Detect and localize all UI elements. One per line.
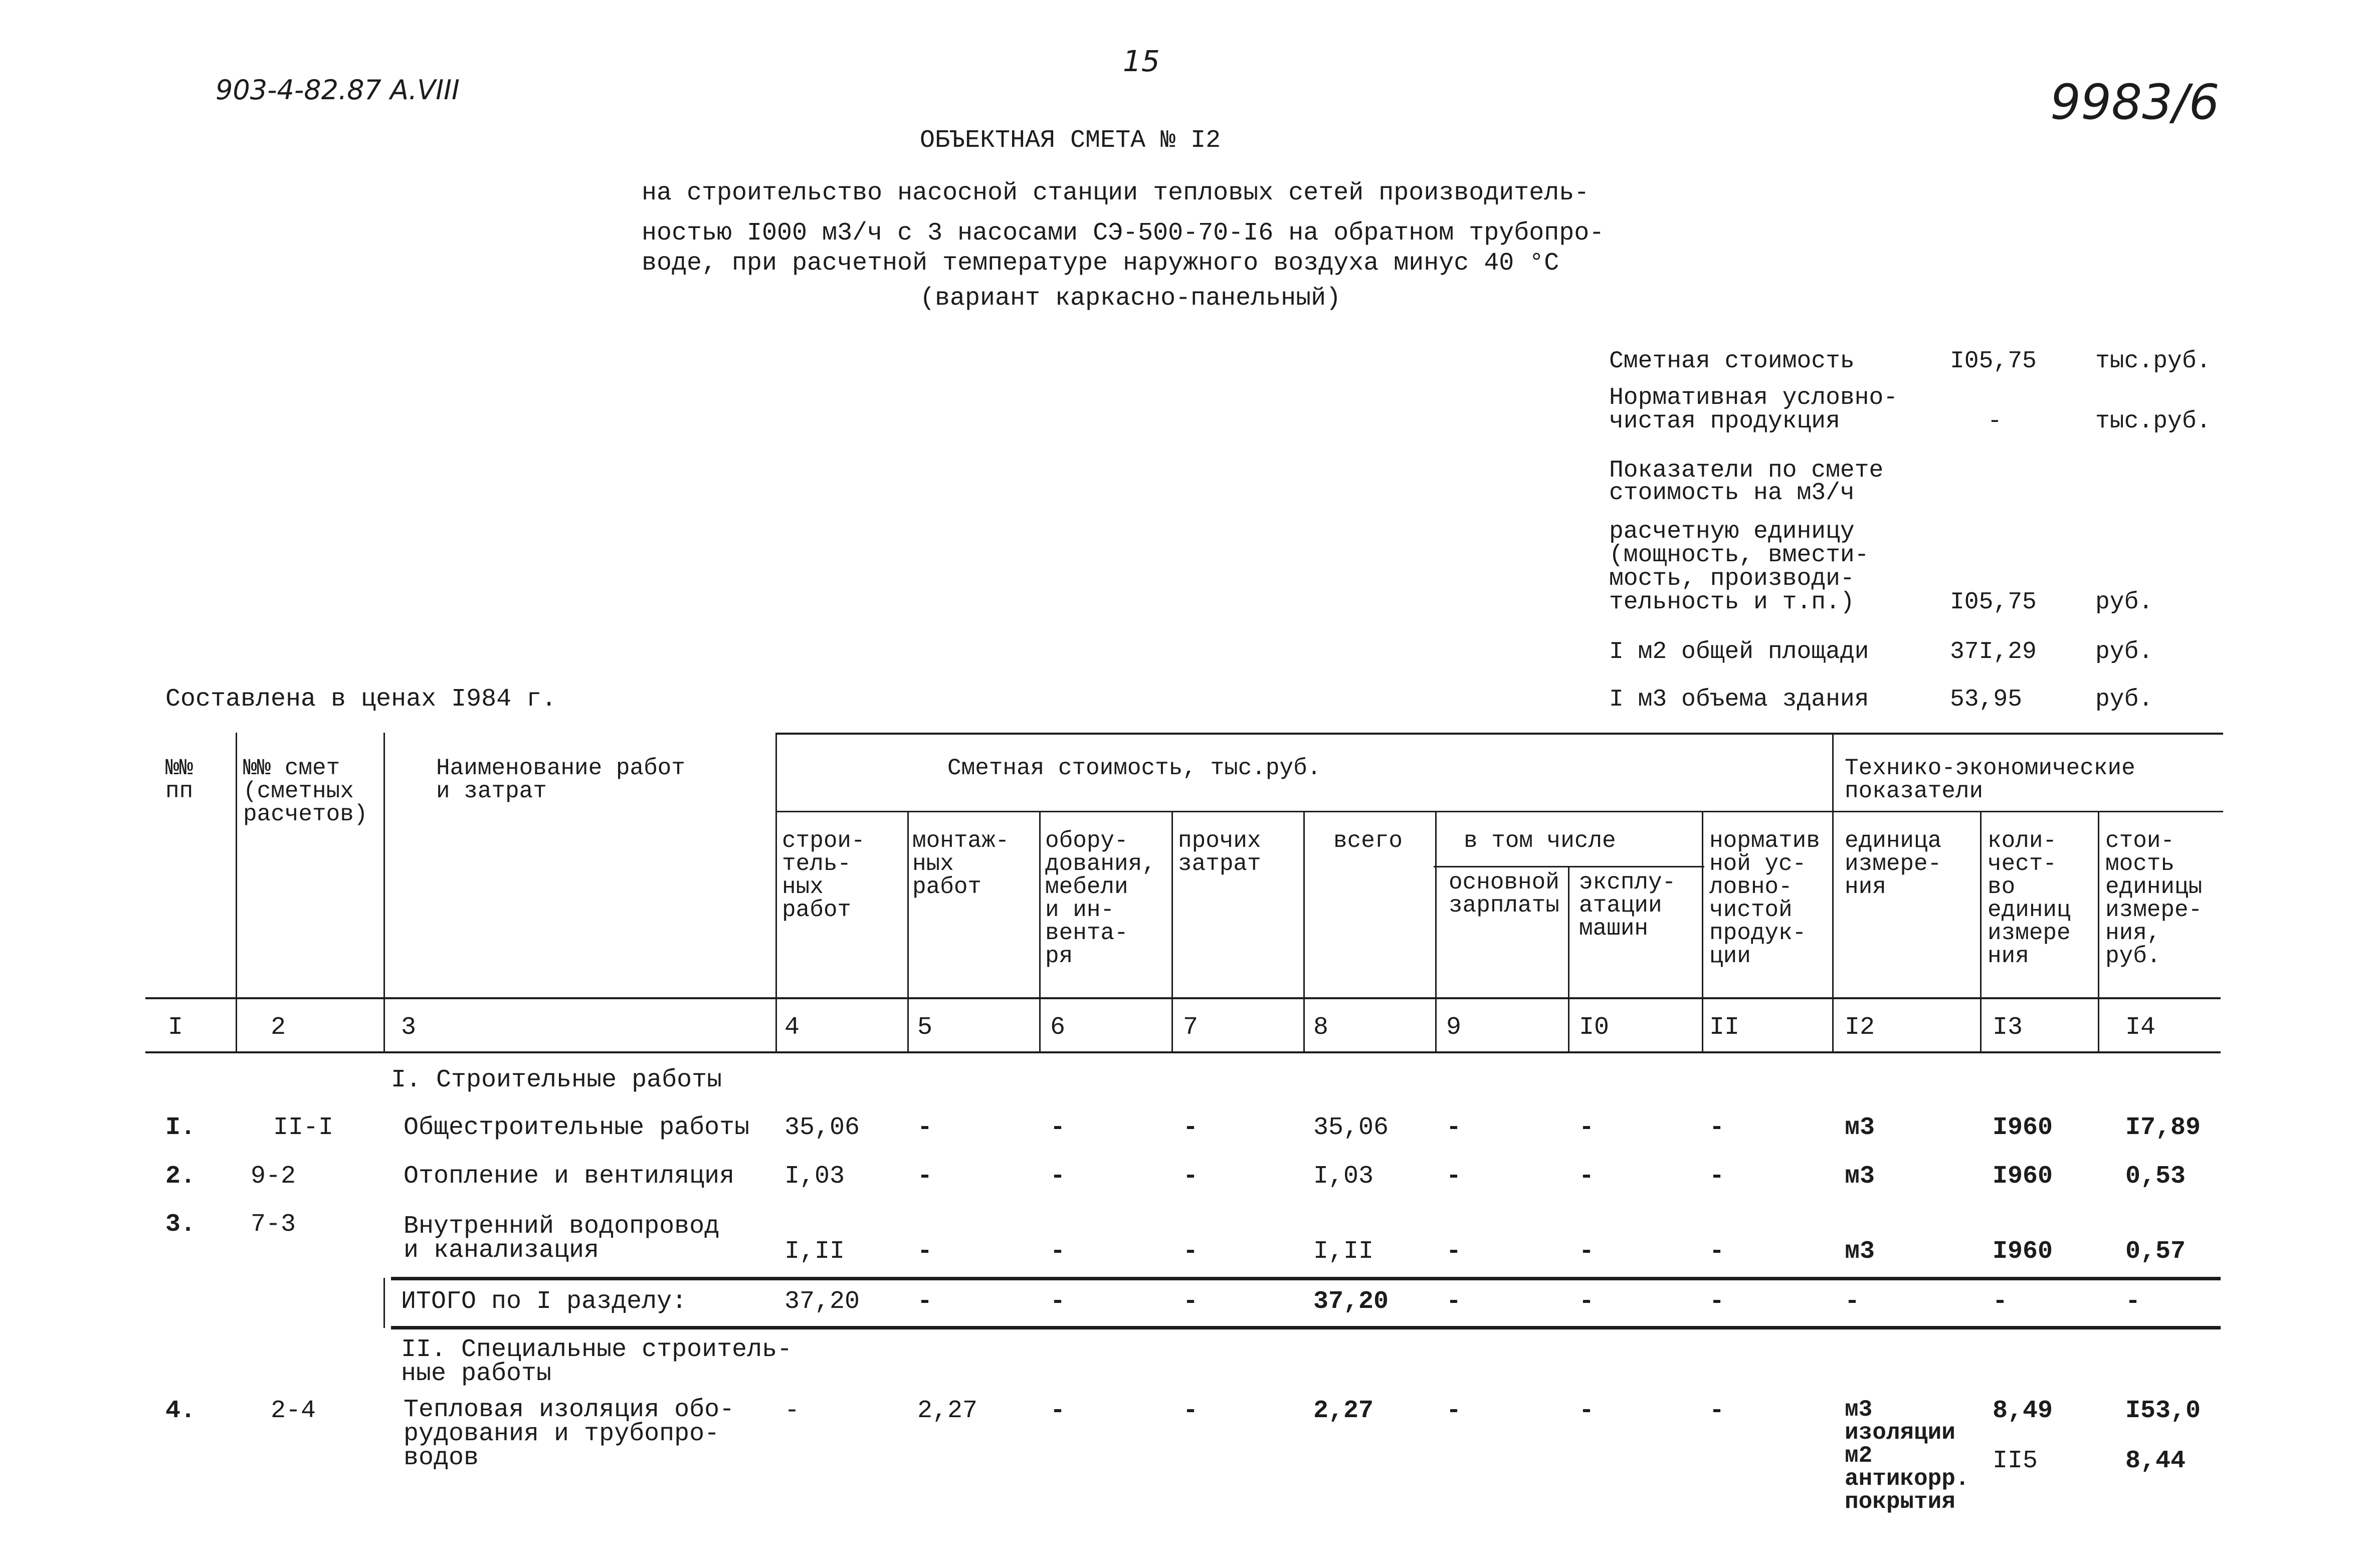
work-name: Тепловая изоляция обо- рудования и трубопро- водов [404,1396,735,1472]
unit-cost: I53,0 [2125,1397,2201,1425]
calc-unit-unit: руб. [2095,589,2153,616]
unit-cost: - [2125,1287,2141,1316]
total-cost: I,03 [1313,1162,1374,1191]
column-number: 6 [1050,1013,1066,1042]
subtitle-line-2: ностью I000 м3/ч с 3 насосами СЭ-500-70-I6 на обратном трубопро- [642,219,1605,248]
measure-unit: м3 [1845,1237,1875,1266]
header-cost-group: Сметная стоимость, тыс.руб. [947,755,1321,781]
installation-cost: - [917,1113,933,1142]
row-number: 4. [165,1397,196,1425]
calc-unit-value: I05,75 [1950,589,2037,616]
base-salary: - [1446,1287,1462,1316]
installation-cost: - [917,1287,933,1316]
work-name: Отопление и вентиляция [404,1162,735,1191]
header-tech-group: Технико-экономические показатели [1845,755,2135,804]
base-salary: - [1446,1162,1462,1191]
measure-unit: м3 [1845,1162,1875,1191]
cost-unit: тыс.руб. [2095,348,2211,375]
document-title: ОБЪЕКТНАЯ СМЕТА № I2 [920,126,1221,155]
header-installation-works: монтаж- ных работ [912,828,1010,900]
column-number: 2 [271,1013,286,1042]
equipment-cost: - [1050,1162,1066,1191]
machine-operation: - [1579,1397,1595,1425]
indicators-label-1: Показатели по смете [1609,457,1884,484]
row-number: 2. [165,1162,196,1191]
unit-cost: 8,44 [2125,1447,2186,1475]
measure-unit: м2 антикорр. покрытия [1845,1443,1969,1515]
column-number: 5 [917,1013,933,1042]
norm-label-2: чистая продукция [1609,408,1840,435]
equipment-cost: - [1050,1237,1066,1266]
area-value: 37I,29 [1950,638,2037,665]
calc-unit-label-1: расчетную единицу [1609,518,1855,545]
unit-cost: 0,57 [2125,1237,2186,1266]
section-heading: I. Строительные работы [391,1066,722,1094]
total-cost: 35,06 [1313,1113,1389,1142]
equipment-cost: - [1050,1113,1066,1142]
header-work-name: Наименование работ и затрат [436,755,685,804]
area-unit: руб. [2095,638,2153,665]
calc-unit-label-4: тельность и т.п.) [1609,589,1855,616]
installation-cost: - [917,1162,933,1191]
total-cost: 37,20 [1313,1287,1389,1316]
estimate-number: 7-3 [251,1210,296,1239]
machine-operation: - [1579,1287,1595,1316]
subtitle-line-3: воде, при расчетной температуре наружного воздуха минус 40 °С [642,249,1559,278]
column-number: 8 [1313,1013,1329,1042]
construction-cost: 35,06 [784,1113,860,1142]
calc-unit-label-3: мость, производи- [1609,565,1855,592]
estimate-number: II-I [273,1113,334,1142]
cost-label: Сметная стоимость [1609,348,1855,375]
normative-products: - [1709,1397,1725,1425]
other-cost: - [1183,1162,1199,1191]
other-cost: - [1183,1397,1199,1425]
column-number: I2 [1845,1013,1875,1042]
column-number: 7 [1183,1013,1199,1042]
column-number: I0 [1579,1013,1610,1042]
column-number: 4 [784,1013,800,1042]
unit-quantity: 8,49 [1993,1397,2053,1425]
cost-value: I05,75 [1950,348,2037,375]
section-heading: II. Специальные строитель- ные работы [401,1335,793,1388]
construction-cost: - [784,1397,800,1425]
other-cost: - [1183,1287,1199,1316]
estimate-number: 9-2 [251,1162,296,1191]
document-code: 903-4-82.87 А.VIII [216,74,460,106]
work-name: Общестроительные работы [404,1113,750,1142]
unit-quantity: - [1993,1287,2008,1316]
norm-value: - [1988,408,2002,435]
other-cost: - [1183,1237,1199,1266]
row-number: 3. [165,1210,196,1239]
norm-unit: тыс.руб. [2095,408,2211,435]
subtitle-line-1: на строительство насосной станции тепловых сетей производитель- [642,179,1590,207]
unit-quantity: I960 [1993,1113,2053,1142]
header-unit-cost: стои- мость единицы измере- ния, руб. [2105,828,2203,969]
column-number: 9 [1446,1013,1462,1042]
estimate-number: 2-4 [271,1397,316,1425]
header-estimate-number: №№ смет (сметных расчетов) [243,755,368,827]
header-measure-unit: единица измере- ния [1845,828,1942,900]
header-equipment: обору- дования, мебели и ин- вента- ря [1045,828,1156,969]
installation-cost: 2,27 [917,1397,978,1425]
volume-label: I м3 объема здания [1609,686,1869,713]
header-other-costs: прочих затрат [1178,828,1261,877]
normative-products: - [1709,1237,1725,1266]
work-name: Внутренний водопровод и канализация [404,1212,720,1265]
normative-products: - [1709,1287,1725,1316]
column-number: II [1709,1013,1740,1042]
calc-unit-label-2: (мощность, вмести- [1609,542,1869,569]
header-construction-works: строи- тель- ных работ [782,828,865,923]
header-including-group: в том числе [1464,828,1616,854]
unit-quantity: II5 [1993,1447,2038,1475]
installation-cost: - [917,1237,933,1266]
total-cost: I,II [1313,1237,1374,1266]
header-total: всего [1333,828,1403,854]
volume-value: 53,95 [1950,686,2023,713]
volume-unit: руб. [2095,686,2153,713]
normative-products: - [1709,1162,1725,1191]
machine-operation: - [1579,1237,1595,1266]
prices-note: Составлена в ценах I984 г. [165,685,557,714]
measure-unit: м3 изоляции [1845,1397,1955,1446]
header-unit-quantity: коли- чест- во единиц измере ния [1988,828,2071,969]
header-machine-operation: эксплу- атации машин [1579,869,1676,942]
column-number: I3 [1993,1013,2023,1042]
measure-unit: м3 [1845,1113,1875,1142]
other-cost: - [1183,1113,1199,1142]
construction-cost: I,II [784,1237,845,1266]
column-number: I4 [2125,1013,2156,1042]
unit-quantity: I960 [1993,1162,2053,1191]
page-number: 15 [1123,44,1160,78]
unit-cost: 0,53 [2125,1162,2186,1191]
norm-label-1: Нормативная условно- [1609,384,1898,411]
column-number: I [168,1013,183,1042]
registration-stamp: 9983/6 [2050,74,2220,130]
row-number: I. [165,1113,196,1142]
equipment-cost: - [1050,1287,1066,1316]
area-label: I м2 общей площади [1609,638,1869,665]
total-cost: 2,27 [1313,1397,1374,1425]
machine-operation: - [1579,1162,1595,1191]
base-salary: - [1446,1237,1462,1266]
measure-unit: - [1845,1287,1860,1316]
subtitle-line-4: (вариант каркасно-панельный) [920,284,1341,313]
header-normative-products: норматив ной ус- ловно- чистой продук- ции [1709,828,1820,969]
header-base-salary: основной зарплаты [1449,869,1559,919]
indicators-label-2: стоимость на м3/ч [1609,480,1855,507]
header-row-number: №№ пп [165,755,193,804]
construction-cost: I,03 [784,1162,845,1191]
section-total-label: ИТОГО по I разделу: [401,1287,687,1316]
equipment-cost: - [1050,1397,1066,1425]
column-number: 3 [401,1013,417,1042]
base-salary: - [1446,1397,1462,1425]
machine-operation: - [1579,1113,1595,1142]
construction-cost: 37,20 [784,1287,860,1316]
unit-quantity: I960 [1993,1237,2053,1266]
unit-cost: I7,89 [2125,1113,2201,1142]
normative-products: - [1709,1113,1725,1142]
base-salary: - [1446,1113,1462,1142]
